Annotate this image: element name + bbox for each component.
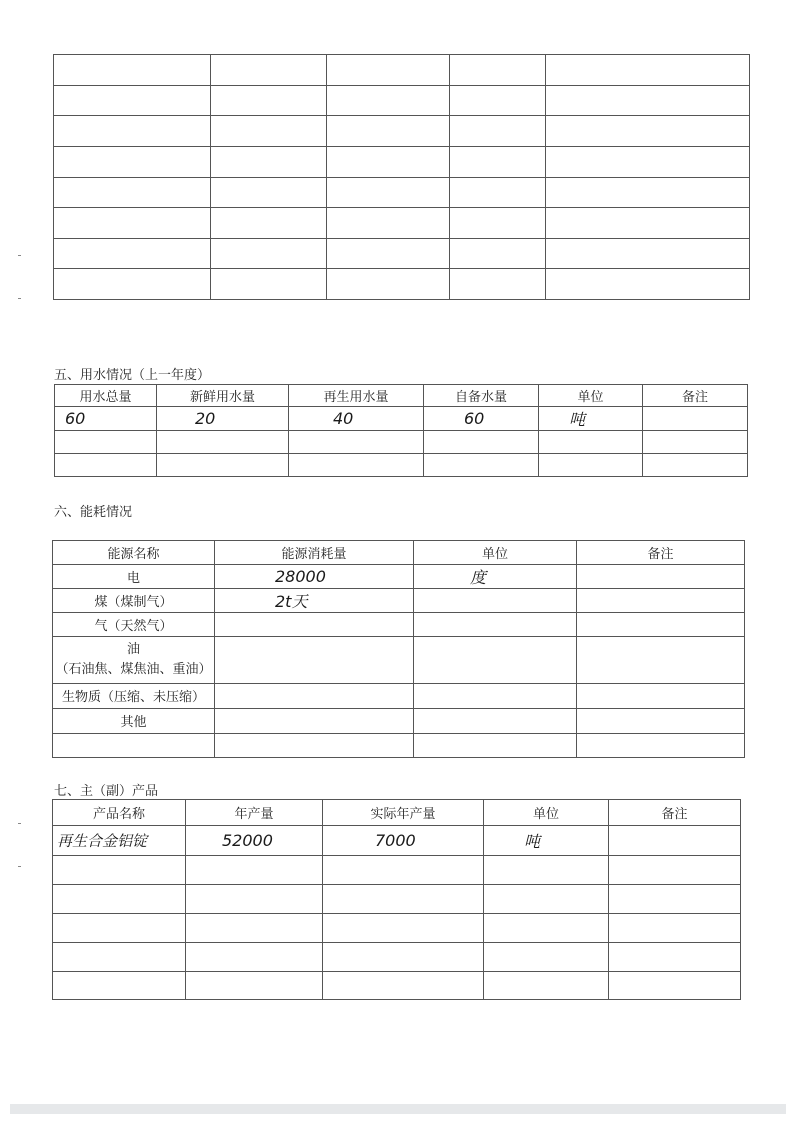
scan-mark xyxy=(18,298,21,299)
table-cell xyxy=(53,885,186,914)
table-cell xyxy=(54,85,211,116)
table-cell xyxy=(546,85,750,116)
top-blank-table xyxy=(53,54,750,300)
oil-unit xyxy=(414,637,577,683)
table-cell xyxy=(450,146,546,177)
table-cell xyxy=(450,269,546,300)
table-row xyxy=(53,885,741,914)
table-cell xyxy=(577,708,745,733)
table-cell xyxy=(327,85,450,116)
table-cell xyxy=(450,238,546,269)
electricity-unit: 度 xyxy=(414,565,577,589)
table-cell xyxy=(211,208,327,239)
table-row xyxy=(54,55,750,86)
table-row xyxy=(54,238,750,269)
table-header-row xyxy=(55,385,748,407)
table-cell xyxy=(215,733,414,757)
table-cell xyxy=(54,208,211,239)
table-cell xyxy=(186,943,323,972)
section5-title: 五、用水情况（上一年度） xyxy=(54,368,211,383)
table-cell xyxy=(211,177,327,208)
table-cell xyxy=(327,55,450,86)
gas-unit xyxy=(414,613,577,637)
table-cell xyxy=(609,972,741,1000)
table-row xyxy=(53,826,741,856)
table-cell xyxy=(424,454,539,477)
header-product-unit: 单位 xyxy=(484,800,609,826)
fresh-water-value: 20 xyxy=(157,407,289,431)
table-cell xyxy=(186,914,323,943)
biomass-amount xyxy=(215,683,414,708)
table-row xyxy=(53,914,741,943)
table-cell xyxy=(323,856,484,885)
energy-name-natural-gas: 气（天然气） xyxy=(53,613,215,637)
table-row xyxy=(55,431,748,454)
table-cell xyxy=(186,856,323,885)
oil-line1: 油 xyxy=(126,642,140,658)
table-cell xyxy=(577,565,745,589)
table-row xyxy=(53,733,745,757)
table-cell xyxy=(55,431,157,454)
table-cell xyxy=(211,85,327,116)
total-water-value: 60 xyxy=(55,407,157,431)
table-cell xyxy=(327,269,450,300)
table-cell xyxy=(546,177,750,208)
table-header-row xyxy=(53,541,745,565)
table-cell xyxy=(327,116,450,147)
table-cell xyxy=(577,637,745,683)
table-cell xyxy=(327,238,450,269)
table-cell xyxy=(289,454,424,477)
table-row xyxy=(53,565,745,589)
table-row xyxy=(54,85,750,116)
table-cell xyxy=(546,238,750,269)
oil-amount xyxy=(215,637,414,683)
header-recycled-water: 再生用水量 xyxy=(289,385,424,407)
table-row xyxy=(53,613,745,637)
table-cell xyxy=(484,943,609,972)
table-cell xyxy=(546,146,750,177)
table-row xyxy=(53,637,745,683)
header-unit: 单位 xyxy=(539,385,643,407)
other-amount xyxy=(215,708,414,733)
table-row xyxy=(53,683,745,708)
table-cell xyxy=(643,431,748,454)
header-energy-remarks: 备注 xyxy=(577,541,745,565)
table-cell xyxy=(289,431,424,454)
table-cell xyxy=(55,454,157,477)
energy-name-other: 其他 xyxy=(53,708,215,733)
water-remarks-value xyxy=(643,407,748,431)
table-cell xyxy=(211,238,327,269)
table-cell xyxy=(54,238,211,269)
recycled-water-value: 40 xyxy=(289,407,424,431)
table-cell xyxy=(53,733,215,757)
header-energy-name: 能源名称 xyxy=(53,541,215,565)
table-cell xyxy=(484,856,609,885)
table-cell xyxy=(546,116,750,147)
biomass-unit xyxy=(414,683,577,708)
header-product-remarks: 备注 xyxy=(609,800,741,826)
table-cell xyxy=(450,85,546,116)
water-unit-value: 吨 xyxy=(539,407,643,431)
other-unit xyxy=(414,708,577,733)
coal-amount: 2t天 xyxy=(215,589,414,613)
header-self-supplied-water: 自备水量 xyxy=(424,385,539,407)
coal-unit xyxy=(414,589,577,613)
table-cell xyxy=(157,454,289,477)
table-cell xyxy=(450,208,546,239)
table-row xyxy=(55,454,748,477)
table-cell xyxy=(609,856,741,885)
table-cell xyxy=(484,914,609,943)
table-cell xyxy=(546,269,750,300)
table-cell xyxy=(53,943,186,972)
table-cell xyxy=(539,454,643,477)
table-cell xyxy=(53,972,186,1000)
table-cell xyxy=(54,116,211,147)
oil-line2: （石油焦、煤焦油、重油） xyxy=(55,662,212,678)
gas-amount xyxy=(215,613,414,637)
scan-edge-bar xyxy=(10,1104,786,1114)
table-cell xyxy=(577,613,745,637)
header-energy-unit: 单位 xyxy=(414,541,577,565)
table-row xyxy=(53,972,741,1000)
table-cell xyxy=(323,972,484,1000)
energy-name-oil xyxy=(53,637,215,683)
table-row xyxy=(54,269,750,300)
actual-output-value: 7000 xyxy=(323,826,484,856)
table-cell xyxy=(323,885,484,914)
self-supplied-water-value: 60 xyxy=(424,407,539,431)
table-cell xyxy=(54,55,211,86)
table-cell xyxy=(546,55,750,86)
table-cell xyxy=(211,269,327,300)
table-cell xyxy=(54,269,211,300)
table-cell xyxy=(577,589,745,613)
table-cell xyxy=(424,431,539,454)
table-row xyxy=(54,116,750,147)
table-cell xyxy=(53,856,186,885)
table-cell xyxy=(327,208,450,239)
table-cell xyxy=(211,116,327,147)
product-unit-value: 吨 xyxy=(484,826,609,856)
energy-name-biomass: 生物质（压缩、未压缩） xyxy=(53,683,215,708)
water-usage-table xyxy=(54,384,748,477)
table-cell xyxy=(546,208,750,239)
table-cell xyxy=(211,55,327,86)
table-row xyxy=(54,177,750,208)
section6-title: 六、能耗情况 xyxy=(54,505,133,520)
table-row xyxy=(53,856,741,885)
annual-output-value: 52000 xyxy=(186,826,323,856)
table-cell xyxy=(157,431,289,454)
energy-consumption-table xyxy=(52,540,745,758)
electricity-amount: 28000 xyxy=(215,565,414,589)
scan-mark xyxy=(18,255,21,256)
table-cell xyxy=(327,177,450,208)
table-cell xyxy=(577,733,745,757)
table-cell xyxy=(53,914,186,943)
header-total-water: 用水总量 xyxy=(55,385,157,407)
products-table xyxy=(52,799,741,1000)
table-row xyxy=(53,589,745,613)
header-energy-amount: 能源消耗量 xyxy=(215,541,414,565)
table-cell xyxy=(577,683,745,708)
header-remarks: 备注 xyxy=(643,385,748,407)
table-cell xyxy=(54,177,211,208)
table-header-row xyxy=(53,800,741,826)
table-cell xyxy=(450,177,546,208)
header-annual-output: 年产量 xyxy=(186,800,323,826)
product-name-value: 再生合金铝锭 xyxy=(53,826,186,856)
table-cell xyxy=(484,885,609,914)
scan-mark xyxy=(18,823,21,824)
table-cell xyxy=(609,943,741,972)
table-row xyxy=(53,943,741,972)
section7-title: 七、主（副）产品 xyxy=(54,784,159,799)
table-cell xyxy=(643,454,748,477)
table-row xyxy=(55,407,748,431)
table-cell xyxy=(609,885,741,914)
table-cell xyxy=(450,116,546,147)
energy-name-electricity: 电 xyxy=(53,565,215,589)
table-cell xyxy=(609,914,741,943)
table-cell xyxy=(186,972,323,1000)
table-cell xyxy=(450,55,546,86)
table-cell xyxy=(54,146,211,177)
table-cell xyxy=(323,914,484,943)
table-cell xyxy=(327,146,450,177)
table-cell xyxy=(323,943,484,972)
table-row xyxy=(53,708,745,733)
product-remarks-value xyxy=(609,826,741,856)
scan-mark xyxy=(18,866,21,867)
table-row xyxy=(54,146,750,177)
table-cell xyxy=(414,733,577,757)
table-row xyxy=(54,208,750,239)
header-fresh-water: 新鲜用水量 xyxy=(157,385,289,407)
table-cell xyxy=(211,146,327,177)
table-cell xyxy=(484,972,609,1000)
table-cell xyxy=(186,885,323,914)
header-actual-output: 实际年产量 xyxy=(323,800,484,826)
table-cell xyxy=(539,431,643,454)
energy-name-coal: 煤（煤制气） xyxy=(53,589,215,613)
header-product-name: 产品名称 xyxy=(53,800,186,826)
